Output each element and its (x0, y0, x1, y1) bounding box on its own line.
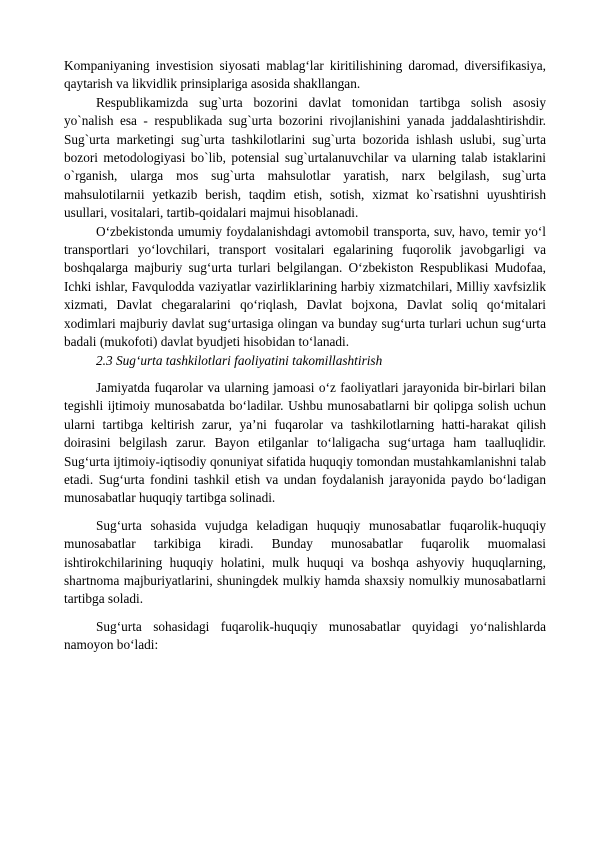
paragraph-investment-policy: Kompaniyaning investision siyosati mablag‘lar kiritilishining daromad, diversifikasiya, qaytarish va likvidlik prinsiplariga asosida shakllangan. (64, 58, 546, 92)
section-heading: 2.3 Sug‘urta tashkilotlari faoliyatini takomillashtirish (96, 352, 383, 368)
paragraph-social-relations: Jamiyatda fuqarolar va ularning jamoasi o‘z faoliyatlari jarayonida bir-birlari bilan tegishli ijtimoiy munosabatda bo‘ladilar. Ushbu munosabatlarni bir qolipga solish uchun ularni tartibga keltirish zarur, ya’ni fuqarolar va tashkilotlarning hatti-harakat qilish doirasini belgilash zarur. Bayon etilganlar to‘laligacha sug‘urtaga ham taalluqlidir. Sug‘urta ijtimoiy-iqtisodiy qonuniyat sifatida huquqiy tomondan mustahkamlanishni talab etadi. Sug‘urta fondini tashkil etish va undan foydalanish jarayonida paydo bo‘ladigan munosabatlar huquqiy tartibga solinadi. (64, 379, 546, 506)
paragraph-civil-legal-relations: Sug‘urta sohasida vujudga keladigan huquqiy munosabatlar fuqarolik-huquqiy munosabatlar tarkibiga kiradi. Bunday munosabatlar fuqarolik muomalasi ishtirokchilarining huquqiy holatini, mulk huquqi va boshqa ashyoviy huquqlarning, shartnoma majburiyatlarini, shuningdek mulkiy hamda shaxsiy nomulkiy munosabatlarni tartibga soladi. (64, 517, 546, 607)
document-page (64, 57, 546, 655)
paragraph-mandatory-insurance: O‘zbekistonda umumiy foydalanishdagi avtomobil transporta, suv, havo, temir yo‘l transportlari yo‘lovchilari, transport vositalari egalarining fuqorolik javobgarligi va boshqalarga majburiy sug‘urta turlari belgilangan. O‘zbekiston Respublikasi Mudofaa, Ichki ishlar, Favqulodda vaziyatlar vazirliklarining harbiy xizmatchilari, Milliy xavfsizlik xizmati, Davlat chegaralarini qo‘riqlash, Davlat bojxona, Davlat soliq qo‘mitalari xodimlari majburiy davlat sug‘urtasiga olingan va bunday sug‘urta turlari uchun sug‘urta badali (mukofoti) davlat byudjeti hisobidan to‘lanadi. (64, 223, 546, 350)
paragraph-directions-intro: Sug‘urta sohasidagi fuqarolik-huquqiy munosabatlar quyidagi yo‘nalishlarda namoyon bo‘ladi: (64, 618, 546, 653)
paragraph-insurance-market-regulation: Respublikamizda sug`urta bozorini davlat tomonidan tartibga solish asosiy yo`nalish esa - respublikada sug`urta bozorini rivojlanishini yanada jaddalashtirishdir. Sug`urta marketingi sug`urta tashkilotlarini sug`urta bozorida ishlash uslubi, sug`urta bozori metodologiyasi bo`lib, potensial sug`urtalanuvchilar va ularning talab istaklarini o`rganish, ularga mos sug`urta mahsulotlar yaratish, narx belgilash, sug`urta mahsulotilarnii yetkazib berish, taqdim etish, sotish, xizmat ko`rsatishni uyushtirish usullari, vositalari, tartib-qoidalari majmui hisoblanadi. (64, 94, 546, 221)
